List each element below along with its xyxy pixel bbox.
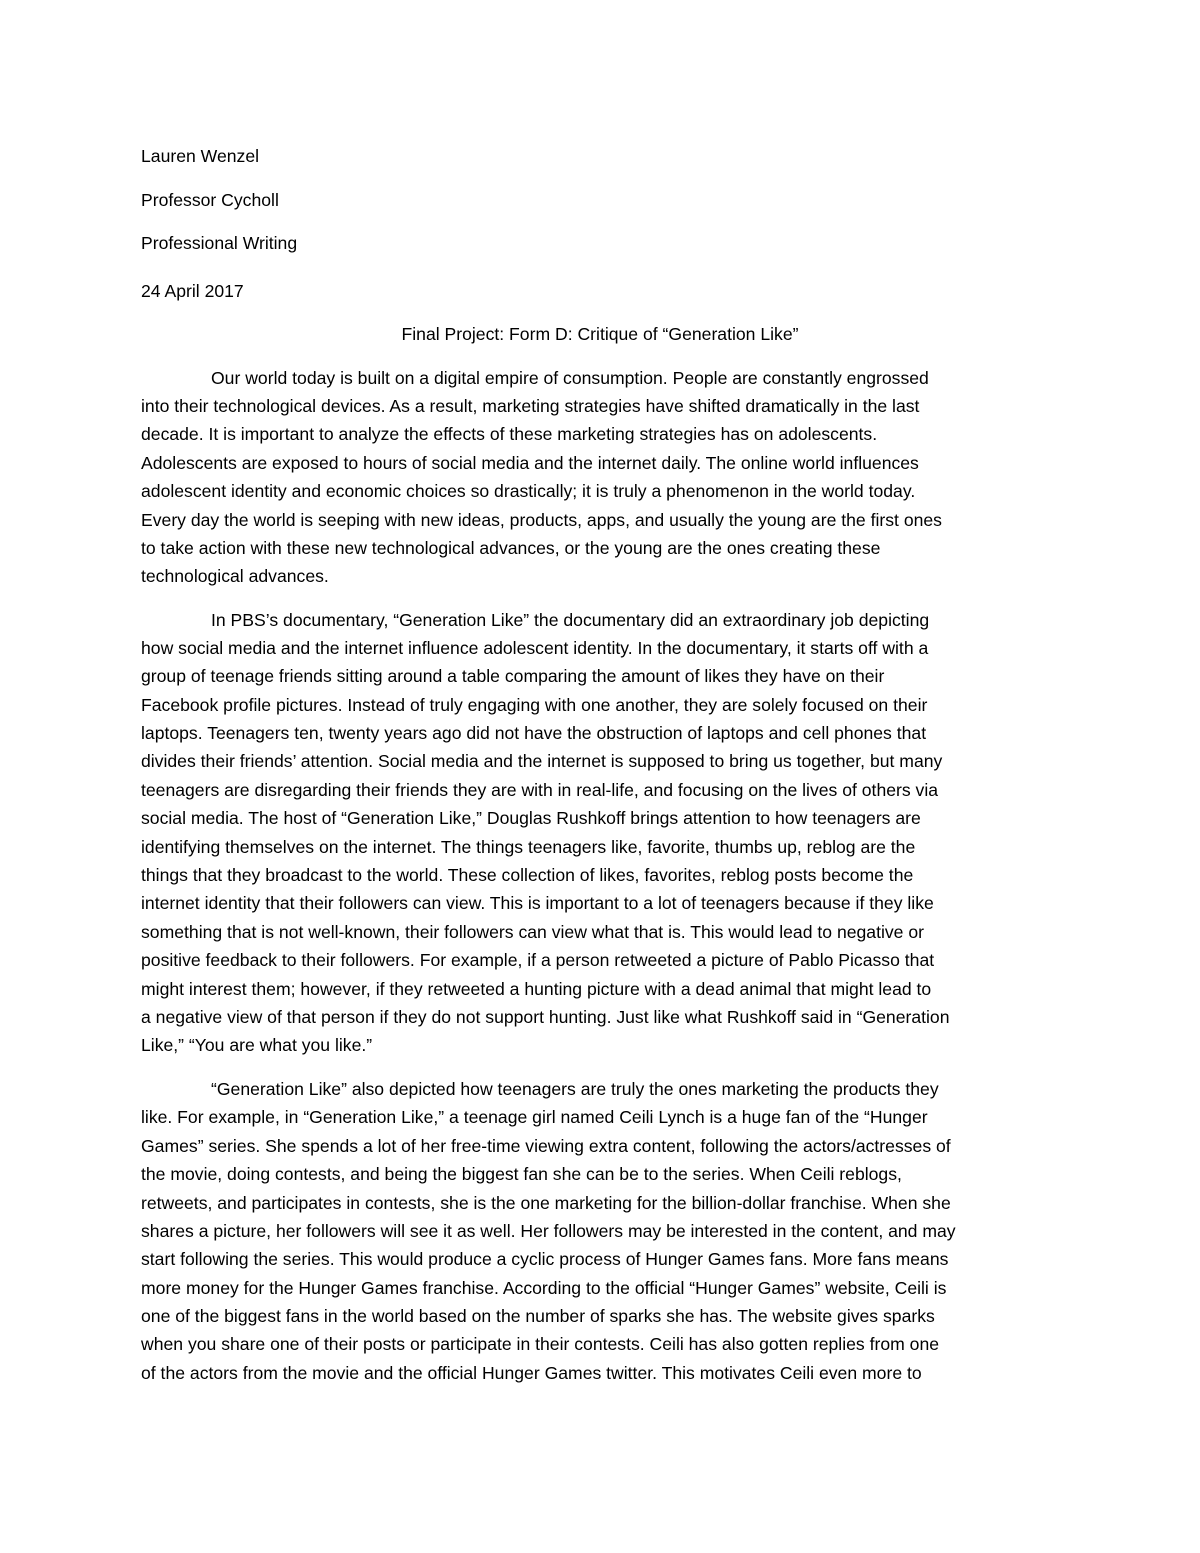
paragraph-line: identifying themselves on the internet. The things teenagers like, favorite, thumbs up, reblog are the [141, 837, 916, 857]
paragraph-line: a negative view of that person if they do not support hunting. Just like what Rushkoff said in “Generation [141, 1007, 950, 1027]
paragraph-line: something that is not well-known, their followers can view what that is. This would lead to negative or [141, 922, 924, 942]
paragraph-line: Facebook profile pictures. Instead of truly engaging with one another, they are solely focused on their [141, 695, 928, 715]
paragraph-line: laptops. Teenagers ten, twenty years ago did not have the obstruction of laptops and cell phones that [141, 723, 927, 743]
paragraph-line: adolescent identity and economic choices so drastically; it is truly a phenomenon in the world today. [141, 481, 916, 501]
paragraph-line: to take action with these new technological advances, or the young are the ones creating these [141, 538, 881, 558]
paragraph-line: teenagers are disregarding their friends they are with in real-life, and focusing on the lives of others via [141, 780, 939, 800]
paragraph-line: positive feedback to their followers. For example, if a person retweeted a picture of Pablo Picasso that [141, 950, 935, 970]
paragraph-line: social media. The host of “Generation Like,” Douglas Rushkoff brings attention to how teenagers are [141, 808, 921, 828]
paragraph-line: shares a picture, her followers will see it as well. Her followers may be interested in the content, and may [141, 1221, 956, 1241]
paragraph-line: Our world today is built on a digital empire of consumption. People are constantly engrossed [211, 368, 929, 388]
paragraph-line: might interest them; however, if they retweeted a hunting picture with a dead animal that might lead to [141, 979, 932, 999]
paragraph-line: decade. It is important to analyze the effects of these marketing strategies has on adolescents. [141, 424, 878, 444]
paragraph-line: start following the series. This would produce a cyclic process of Hunger Games fans. More fans means [141, 1249, 949, 1269]
paragraph-line: Every day the world is seeping with new ideas, products, apps, and usually the young are the first ones [141, 510, 942, 530]
author-name: Lauren Wenzel [141, 146, 260, 166]
date-line: 24 April 2017 [141, 281, 244, 301]
paragraph-line: when you share one of their posts or participate in their contests. Ceili has also gotten replies from one [141, 1334, 940, 1354]
paragraph-line: divides their friends’ attention. Social media and the internet is supposed to bring us together, but many [141, 751, 943, 771]
paragraph-line: Like,” “You are what you like.” [141, 1035, 373, 1055]
paragraph-line: group of teenage friends sitting around a table comparing the amount of likes they have on their [141, 666, 885, 686]
paragraph-line: more money for the Hunger Games franchise. According to the official “Hunger Games” website, Ceili is [141, 1278, 947, 1298]
instructor-name: Professor Cycholl [141, 190, 279, 210]
paragraph-line: technological advances. [141, 566, 329, 586]
paragraph-line: like. For example, in “Generation Like,” a teenage girl named Ceili Lynch is a huge fan of the “Hunger [141, 1107, 928, 1127]
paragraph-line: things that they broadcast to the world. These collection of likes, favorites, reblog posts become the [141, 865, 914, 885]
paragraph-line: the movie, doing contests, and being the biggest fan she can be to the series. When Ceili reblogs, [141, 1164, 902, 1184]
paragraph-line: internet identity that their followers can view. This is important to a lot of teenagers because if they like [141, 893, 934, 913]
paragraph-line: how social media and the internet influence adolescent identity. In the documentary, it starts off with a [141, 638, 929, 658]
paragraph-line: Games” series. She spends a lot of her free-time viewing extra content, following the actors/actresses of [141, 1136, 951, 1156]
paragraph-line: In PBS’s documentary, “Generation Like” the documentary did an extraordinary job depicting [211, 610, 930, 630]
paragraph-line: Adolescents are exposed to hours of social media and the internet daily. The online world influences [141, 453, 919, 473]
course-name: Professional Writing [141, 233, 298, 253]
paragraph-line: “Generation Like” also depicted how teenagers are truly the ones marketing the products they [211, 1079, 939, 1099]
paragraph-line: retweets, and participates in contests, she is the one marketing for the billion-dollar franchise. When she [141, 1193, 951, 1213]
paragraph-line: one of the biggest fans in the world based on the number of sparks she has. The website gives sparks [141, 1306, 935, 1326]
paragraph-line: into their technological devices. As a result, marketing strategies have shifted dramatically in the last [141, 396, 920, 416]
paragraph-line: of the actors from the movie and the official Hunger Games twitter. This motivates Ceili even more to [141, 1363, 922, 1383]
essay-title: Final Project: Form D: Critique of “Generation Like” [401, 324, 799, 344]
